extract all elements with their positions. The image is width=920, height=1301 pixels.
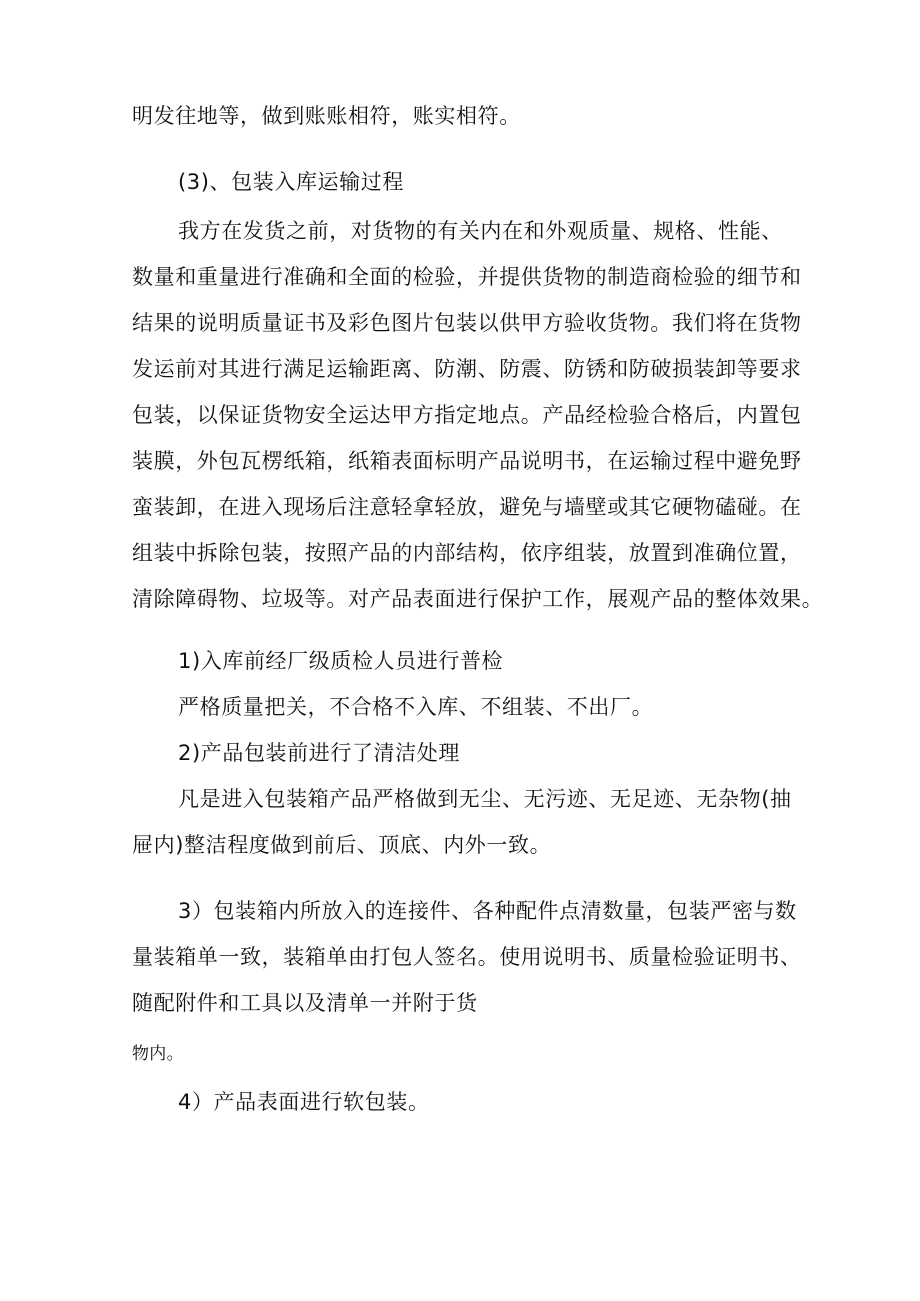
main-paragraph-line: 蛮装卸，在进入现场后注意轻拿轻放，避免与墙壁或其它硬物磕碰。在 <box>132 495 802 519</box>
main-paragraph-line: 数量和重量进行准确和全面的检验，并提供货物的制造商检验的细节和 <box>132 265 802 289</box>
main-paragraph-line: 结果的说明质量证书及彩色图片包装以供甲方验收货物。我们将在货物 <box>132 311 802 335</box>
item1-body: 严格质量把关，不合格不入库、不组装、不出厂。 <box>178 695 654 719</box>
section-heading: (3)、包装入库运输过程 <box>178 170 404 194</box>
main-paragraph-line: 清除障碍物、垃圾等。对产品表面进行保护工作，展观产品的整体效果。 <box>132 587 824 611</box>
item2-heading: 2)产品包装前进行了清洁处理 <box>178 741 460 765</box>
main-paragraph-line: 装膜，外包瓦楞纸箱，纸箱表面标明产品说明书，在运输过程中避免野 <box>132 449 802 473</box>
main-paragraph-line: 组装中拆除包装，按照产品的内部结构，依序组装，放置到准确位置， <box>132 541 802 565</box>
item3-body-line: 随配附件和工具以及清单一并附于货 <box>132 991 478 1015</box>
main-paragraph-line: 发运前对其进行满足运输距离、防潮、防震、防锈和防破损装卸等要求 <box>132 357 802 381</box>
item3-body-line: 量装箱单一致，装箱单由打包人签名。使用说明书、质量检验证明书、 <box>132 945 802 969</box>
item3-body-line: 3）包装箱内所放入的连接件、各种配件点清数量，包装严密与数 <box>178 899 797 923</box>
main-paragraph-line: 包装，以保证货物安全运达甲方指定地点。产品经检验合格后，内置包 <box>132 403 802 427</box>
item2-body-line: 屉内)整洁程度做到前后、顶底、内外一致。 <box>132 833 552 857</box>
paragraph-continued-line: 明发往地等，做到账账相符，账实相符。 <box>132 104 521 128</box>
item1-heading: 1)入库前经厂级质检人员进行普检 <box>178 649 504 673</box>
item2-body-line: 凡是进入包装箱产品严格做到无尘、无污迹、无足迹、无杂物(抽 <box>178 787 792 811</box>
main-paragraph-line: 我方在发货之前，对货物的有关内在和外观质量、规格、性能、 <box>178 219 783 243</box>
item4-heading: 4）产品表面进行软包装。 <box>178 1090 430 1114</box>
item3-tail: 物内。 <box>132 1044 184 1064</box>
